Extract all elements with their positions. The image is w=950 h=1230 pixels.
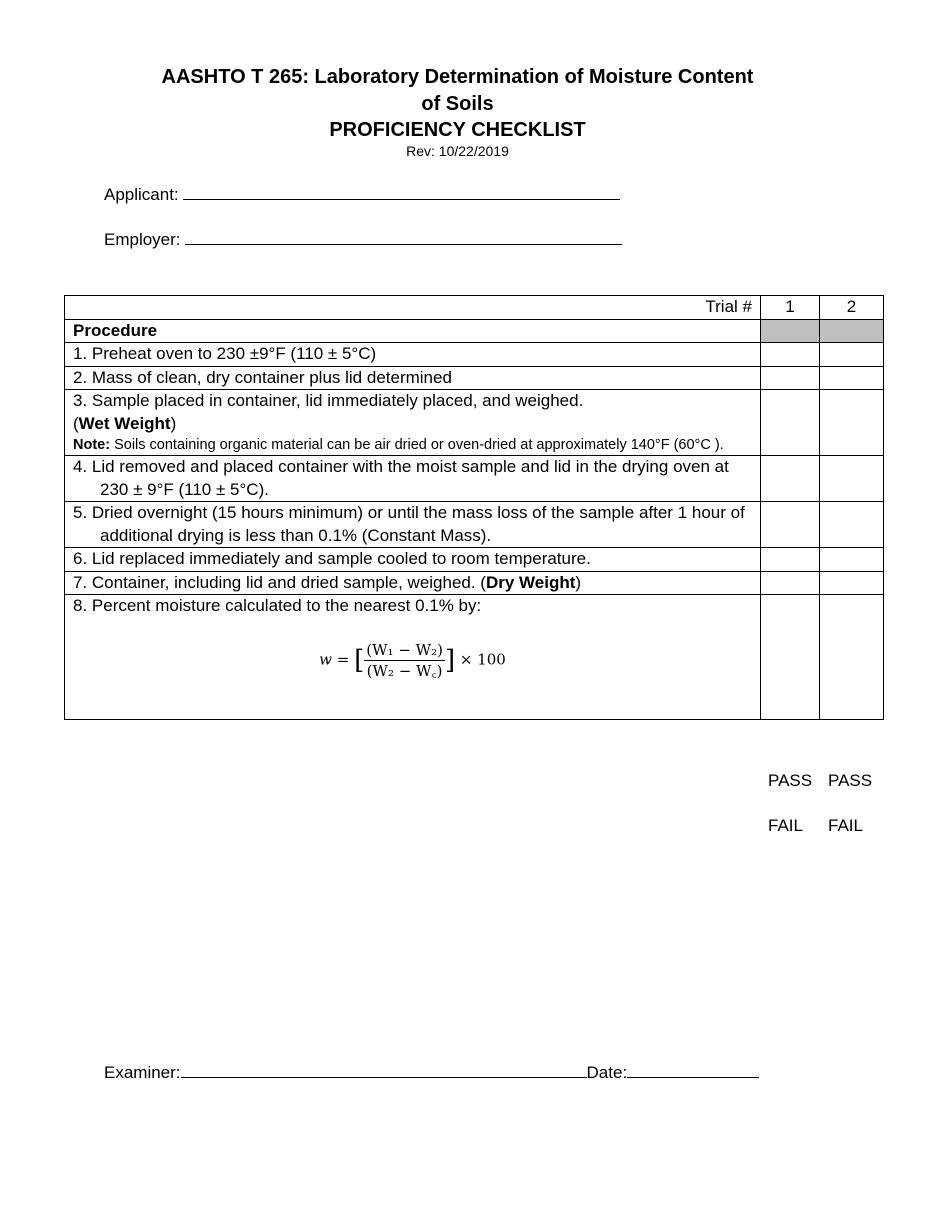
- trial-1-check[interactable]: [761, 456, 820, 502]
- employer-field: [104, 230, 622, 250]
- formula-rhs: × 100: [455, 650, 506, 668]
- formula-denominator: (W₂ − W꜀): [366, 661, 443, 680]
- table-row-section: [65, 319, 884, 343]
- trial-2-check[interactable]: [820, 366, 884, 390]
- examiner-label: Examiner:: [104, 1063, 181, 1082]
- trial-2-check[interactable]: [820, 571, 884, 595]
- table-row-trial-header: [65, 296, 884, 320]
- trial-2-check[interactable]: [820, 548, 884, 572]
- paren-close: ): [170, 413, 177, 433]
- revision-date: Rev: 10/22/2019: [406, 143, 509, 159]
- applicant-label: Applicant:: [104, 185, 179, 204]
- page-title: [0, 64, 915, 144]
- table-row: [65, 343, 884, 367]
- formula-fraction: [364, 640, 445, 681]
- trial-label: Trial #: [65, 296, 761, 320]
- dry-weight-label: Dry Weight: [485, 572, 576, 592]
- step-3: [65, 390, 761, 456]
- step-6: 6. Lid replaced immediately and sample cooled to room temperature.: [65, 548, 761, 572]
- date-input[interactable]: [627, 1063, 759, 1078]
- trial-1-check[interactable]: [761, 571, 820, 595]
- step-7: [65, 571, 761, 595]
- trial-2-check[interactable]: [820, 502, 884, 548]
- trial-1-header: 1: [761, 296, 820, 320]
- step-3-note: [73, 435, 752, 455]
- trial-2-header: 2: [820, 296, 884, 320]
- trial-2-check[interactable]: [820, 343, 884, 367]
- paren-close: ): [575, 572, 582, 592]
- title-line-1: AASHTO T 265: Laboratory Determination of Moisture Content: [161, 66, 754, 88]
- procedure-heading: Procedure: [65, 319, 761, 343]
- step-4: 4. Lid removed and placed container with the moist sample and lid in the drying oven at 230 ± 9°F (110 ± 5°C).: [73, 457, 729, 499]
- table-row: [65, 390, 884, 456]
- note-text: Soils containing organic material can be air dried or oven-dried at approximately 140°F (60°C ).: [110, 437, 724, 453]
- step-5: 5. Dried overnight (15 hours minimum) or until the mass loss of the sample after 1 hour of additional drying is less than 0.1% (Constant Mass).: [73, 503, 745, 545]
- wet-weight-label: Wet Weight: [78, 413, 171, 433]
- formula-lhs: w =: [319, 650, 355, 668]
- step-1: 1. Preheat oven to 230 ±9°F (110 ± 5°C): [65, 343, 761, 367]
- employer-label: Employer:: [104, 230, 181, 249]
- formula-numerator: (W₁ − W₂): [366, 640, 443, 659]
- step-4-cell: [65, 456, 761, 502]
- step-2: 2. Mass of clean, dry container plus lid determined: [65, 366, 761, 390]
- pass-trial-2[interactable]: PASS: [828, 771, 873, 790]
- moisture-formula: [73, 618, 752, 719]
- title-line-3: PROFICIENCY CHECKLIST: [329, 119, 586, 141]
- shaded-cell: [761, 319, 820, 343]
- trial-1-check[interactable]: [761, 390, 820, 456]
- trial-1-check[interactable]: [761, 366, 820, 390]
- paren-open: (: [73, 413, 79, 433]
- step-3-text: 3. Sample placed in container, lid immediately placed, and weighed.: [73, 391, 584, 410]
- proficiency-checklist-table: [64, 295, 884, 720]
- applicant-field: [104, 185, 620, 205]
- shaded-cell: [820, 319, 884, 343]
- step-3-wet-weight: [73, 413, 752, 436]
- step-8-text: 8. Percent moisture calculated to the nearest 0.1% by:: [73, 596, 482, 615]
- employer-input[interactable]: [185, 230, 622, 245]
- step-8: [65, 595, 761, 720]
- trial-2-check[interactable]: [820, 595, 884, 720]
- trial-2-check[interactable]: [820, 456, 884, 502]
- table-row: [65, 456, 884, 502]
- title-line-2: of Soils: [421, 92, 494, 115]
- table-row: [65, 595, 884, 720]
- trial-1-check[interactable]: [761, 595, 820, 720]
- fail-trial-2[interactable]: FAIL: [828, 816, 863, 835]
- bracket-close: ]: [444, 644, 456, 675]
- date-label: Date:: [586, 1063, 628, 1082]
- bracket-open: [: [354, 644, 365, 675]
- table-row: [65, 366, 884, 390]
- trial-1-check[interactable]: [761, 548, 820, 572]
- trial-1-check[interactable]: [761, 343, 820, 367]
- examiner-field: [104, 1063, 759, 1083]
- table-row: [65, 548, 884, 572]
- table-row: [65, 502, 884, 548]
- step-5-cell: [65, 502, 761, 548]
- table-row: [65, 571, 884, 595]
- applicant-input[interactable]: [183, 185, 620, 200]
- fail-trial-1[interactable]: FAIL: [768, 816, 803, 835]
- trial-1-check[interactable]: [761, 502, 820, 548]
- examiner-input[interactable]: [181, 1063, 587, 1078]
- note-label: Note:: [73, 437, 111, 453]
- trial-2-check[interactable]: [820, 390, 884, 456]
- pass-trial-1[interactable]: PASS: [768, 771, 813, 790]
- step-7-text: 7. Container, including lid and dried sample, weighed. (: [73, 572, 486, 592]
